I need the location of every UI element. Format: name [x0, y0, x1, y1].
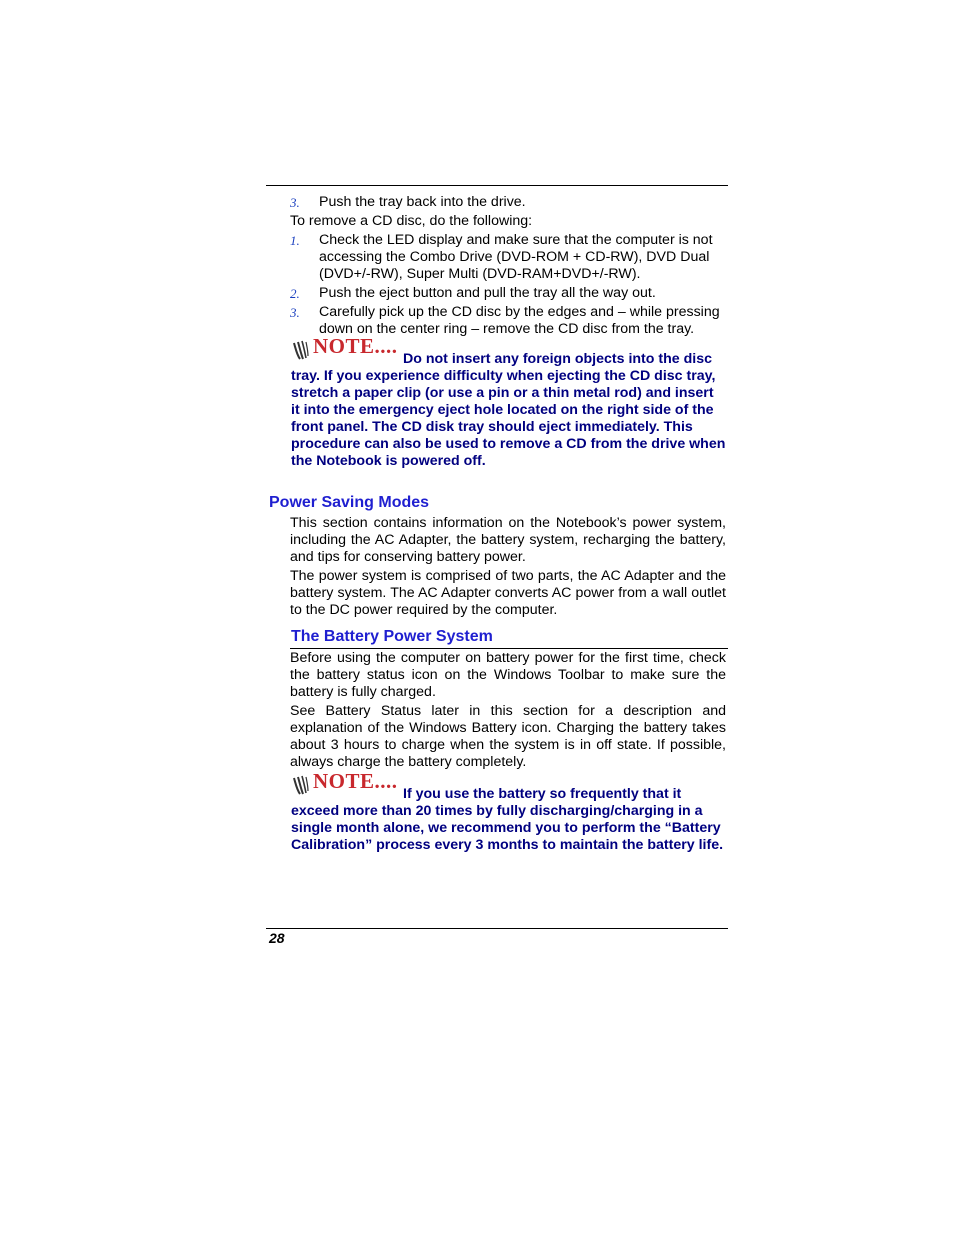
- step-text: Carefully pick up the CD disc by the edges and – while pressing down on the center ring – remove the CD disc from the tray.: [319, 304, 720, 337]
- cd-removal-content: [290, 194, 726, 470]
- footer-rule: [266, 928, 728, 929]
- step-number: 2.: [290, 286, 300, 301]
- paragraph: This section contains information on the Notebook’s power system, including the AC Adapter, the battery system, recharging the battery, and tips for conserving battery power.: [290, 515, 726, 565]
- battery-content: [290, 650, 726, 854]
- note-eject-text: Do not insert any foreign objects into the disc tray. If you experience difficulty when ejecting the CD disc tray, stretch a paper clip (or use a pin or a thin metal rod) and insert it into the emergency eject hole located on the right side of the front panel. The CD disk tray should eject immediately. This procedure can also be used to remove a CD from the drive when the Notebook is powered off.: [291, 351, 726, 469]
- step-number: 3.: [290, 305, 300, 320]
- header-rule: [266, 185, 728, 186]
- note-battery-text: If you use the battery so frequently that it exceed more than 20 times by fully discharging/charging in a single month alone, we recommend you to perform the “Battery Calibration” process every 3 months to maintain the battery life.: [291, 786, 724, 853]
- step-check-led: [290, 232, 726, 283]
- subsection-heading: [290, 628, 728, 649]
- step-push-tray: [290, 194, 726, 211]
- note-logo-text: NOTE....: [313, 334, 398, 358]
- paragraph: See Battery Status later in this section for a description and explanation of the Windows Battery icon. Charging the battery takes about 3 hours to charge when the system is in off state. If possible, always charge the battery completely.: [290, 703, 726, 770]
- step-number: 3.: [290, 195, 300, 210]
- note-logo-text: NOTE....: [313, 769, 398, 793]
- power-saving-intro: [290, 515, 726, 621]
- page-number: 28: [269, 930, 285, 946]
- note-quill-icon: [291, 340, 313, 362]
- step-push-eject: [290, 285, 726, 302]
- note-logo: [291, 769, 401, 799]
- step-text: Push the eject button and pull the tray all the way out.: [319, 285, 656, 301]
- note-logo: [291, 334, 401, 364]
- step-text: Check the LED display and make sure that the computer is not accessing the Combo Drive (DVD-ROM + CD-RW), DVD Dual (DVD+/-RW), Super Multi (DVD-RAM+DVD+/-RW).: [319, 232, 713, 282]
- note-battery: [291, 769, 726, 854]
- step-text: Push the tray back into the drive.: [319, 194, 526, 210]
- paragraph: Before using the computer on battery power for the first time, check the battery status icon on the Windows Toolbar to make sure the battery is fully charged.: [290, 650, 726, 700]
- subsection-title: The Battery Power System: [291, 628, 493, 645]
- section-title: Power Saving Modes: [269, 494, 430, 511]
- step-pick-disc: [290, 304, 726, 338]
- step-number: 1.: [290, 233, 300, 248]
- paragraph: The power system is comprised of two parts, the AC Adapter and the battery system. The AC Adapter converts AC power from a wall outlet to the DC power required by the computer.: [290, 568, 726, 618]
- note-eject: [291, 334, 726, 470]
- remove-intro: To remove a CD disc, do the following:: [290, 213, 533, 229]
- note-quill-icon: [291, 775, 313, 797]
